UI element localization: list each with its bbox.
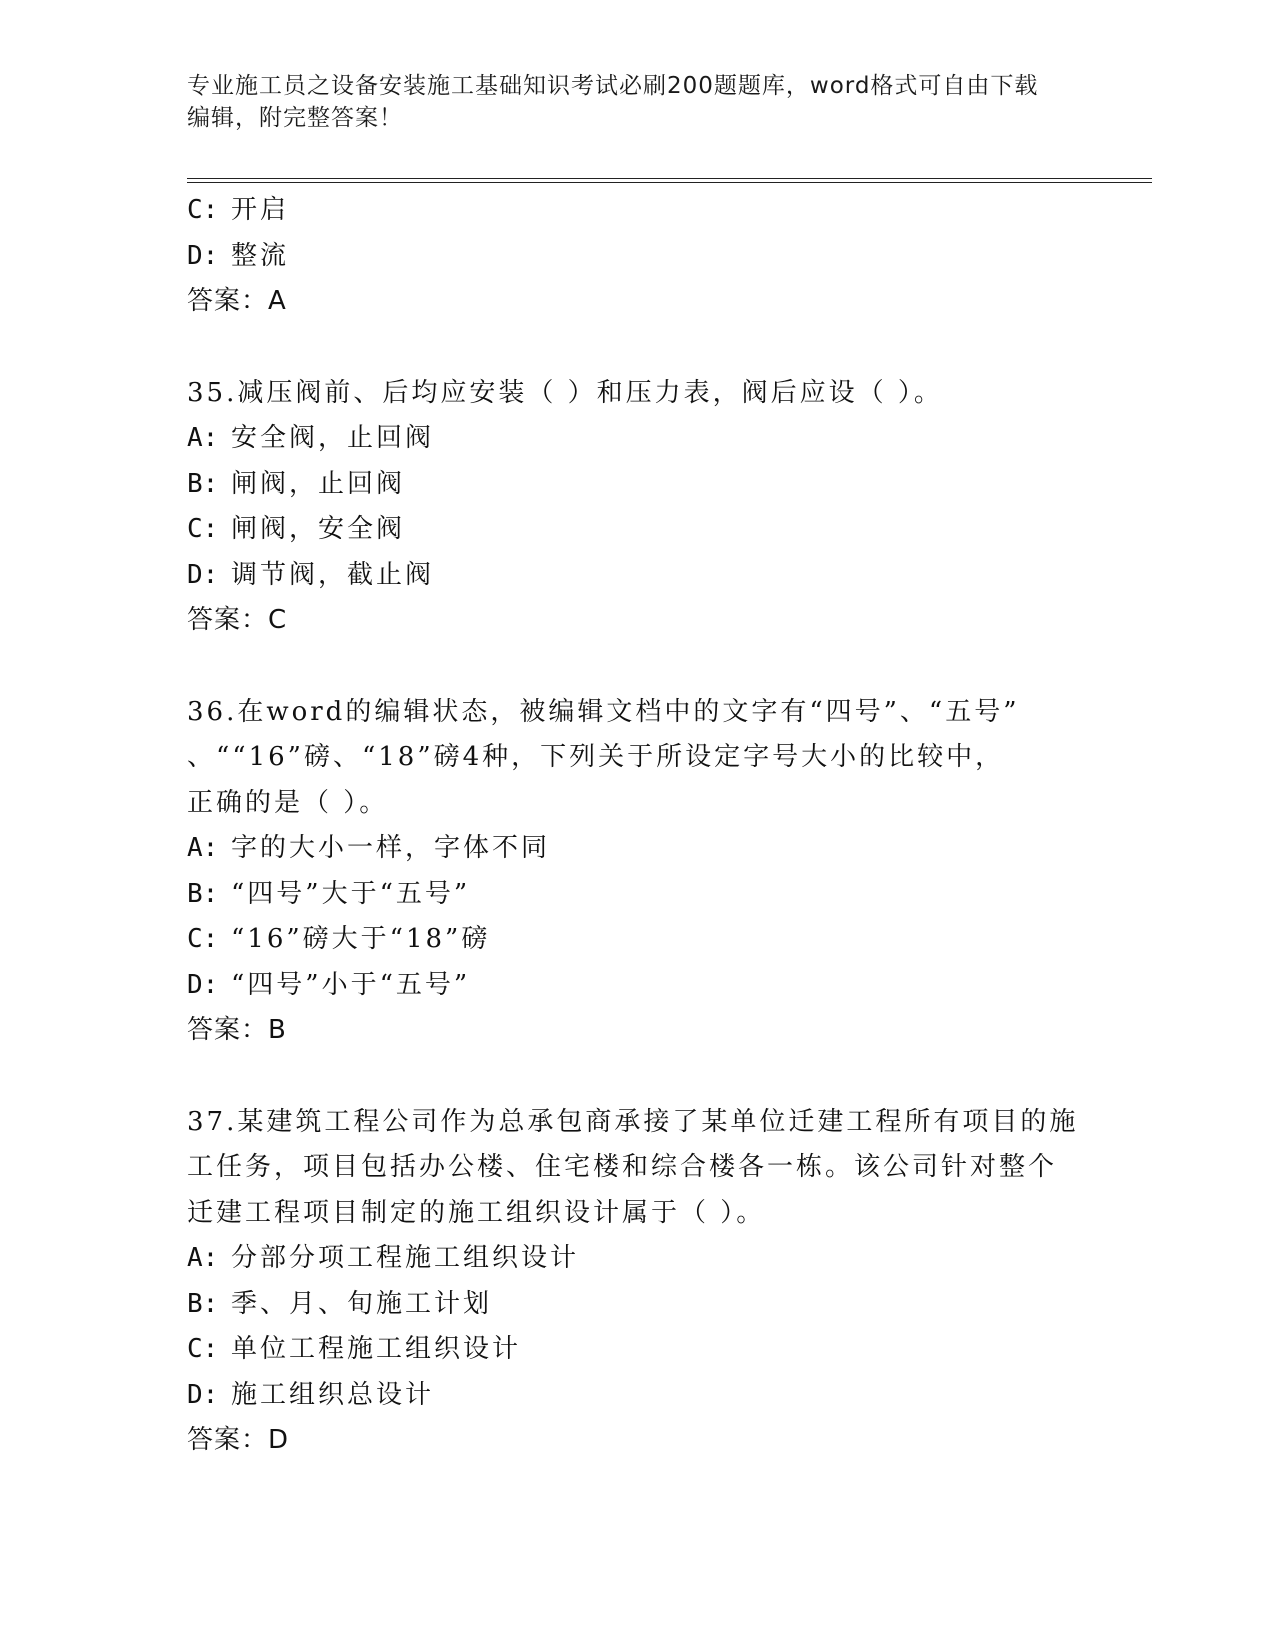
option-letter: C: bbox=[187, 924, 219, 954]
option-d bbox=[187, 963, 1107, 1009]
option-a bbox=[187, 1236, 1107, 1282]
answer-line: 答案：A bbox=[187, 286, 287, 316]
option-text: 季、月、旬施工计划 bbox=[231, 1288, 493, 1319]
header-title-line-2: 编辑，附完整答案！ bbox=[187, 105, 403, 131]
question-stem-line: 、““16”磅、“18”磅4种，下列关于所设定字号大小的比较中， bbox=[187, 742, 1005, 772]
question-stem-line: 正确的是（ ）。 bbox=[187, 787, 389, 818]
option-b bbox=[187, 872, 1107, 918]
question-stem-line: 工任务，项目包括办公楼、住宅楼和综合楼各一栋。该公司针对整个 bbox=[187, 1152, 1058, 1182]
option-letter: A: bbox=[187, 1243, 219, 1273]
option-c bbox=[187, 188, 1107, 234]
question-stem-line: 36.在word的编辑状态，被编辑文档中的文字有“四号”、“五号” bbox=[187, 696, 1020, 727]
option-letter: B: bbox=[187, 468, 219, 499]
option-letter: D: bbox=[187, 1379, 219, 1410]
question-list bbox=[187, 188, 1107, 1464]
question-stem-line: 迁建工程项目制定的施工组织设计属于（ ）。 bbox=[187, 1197, 766, 1228]
option-a bbox=[187, 826, 1107, 872]
option-d bbox=[187, 234, 1107, 280]
option-c bbox=[187, 917, 1107, 963]
option-text: 开启 bbox=[231, 195, 290, 225]
option-letter: B: bbox=[187, 878, 219, 909]
page-header bbox=[187, 70, 1087, 134]
question-35 bbox=[187, 371, 1107, 644]
spacer bbox=[187, 644, 1107, 690]
question-34-tail bbox=[187, 188, 1107, 325]
option-b bbox=[187, 1282, 1107, 1328]
answer-line: 答案：B bbox=[187, 1015, 287, 1045]
option-letter: B: bbox=[187, 1288, 219, 1319]
option-letter: C: bbox=[187, 1334, 219, 1364]
option-text: “四号”小于“五号” bbox=[231, 969, 471, 1000]
option-text: 安全阀，止回阀 bbox=[231, 423, 435, 453]
option-text: 施工组织总设计 bbox=[231, 1379, 435, 1410]
option-letter: D: bbox=[187, 240, 219, 271]
option-letter: D: bbox=[187, 559, 219, 590]
question-stem: 35.减压阀前、后均应安装（ ）和压力表，阀后应设（ ）。 bbox=[187, 377, 943, 408]
option-text: “16”磅大于“18”磅 bbox=[231, 924, 491, 954]
option-text: 闸阀，安全阀 bbox=[231, 514, 406, 544]
header-title-line-1: 专业施工员之设备安装施工基础知识考试必刷200题题库，word格式可自由下载 bbox=[187, 73, 1039, 99]
option-text: 整流 bbox=[231, 240, 290, 271]
option-letter: D: bbox=[187, 969, 219, 1000]
option-text: 单位工程施工组织设计 bbox=[231, 1334, 522, 1364]
option-text: 调节阀，截止阀 bbox=[231, 559, 435, 590]
spacer bbox=[187, 1054, 1107, 1100]
answer-line: 答案：C bbox=[187, 605, 288, 635]
question-stem-line: 37.某建筑工程公司作为总承包商承接了某单位迁建工程所有项目的施 bbox=[187, 1106, 1079, 1137]
option-b bbox=[187, 462, 1107, 508]
option-d bbox=[187, 553, 1107, 599]
option-a bbox=[187, 416, 1107, 462]
answer-line: 答案：D bbox=[187, 1425, 290, 1455]
option-letter: C: bbox=[187, 195, 219, 225]
option-text: 分部分项工程施工组织设计 bbox=[231, 1243, 580, 1273]
question-36 bbox=[187, 690, 1107, 1054]
option-c bbox=[187, 507, 1107, 553]
option-letter: A: bbox=[187, 833, 219, 863]
option-c bbox=[187, 1327, 1107, 1373]
option-d bbox=[187, 1373, 1107, 1419]
question-37 bbox=[187, 1100, 1107, 1464]
spacer bbox=[187, 325, 1107, 371]
option-text: 闸阀，止回阀 bbox=[231, 468, 406, 499]
header-divider bbox=[187, 178, 1152, 183]
option-letter: A: bbox=[187, 423, 219, 453]
option-text: 字的大小一样，字体不同 bbox=[231, 833, 551, 863]
option-letter: C: bbox=[187, 514, 219, 544]
option-text: “四号”大于“五号” bbox=[231, 878, 471, 909]
